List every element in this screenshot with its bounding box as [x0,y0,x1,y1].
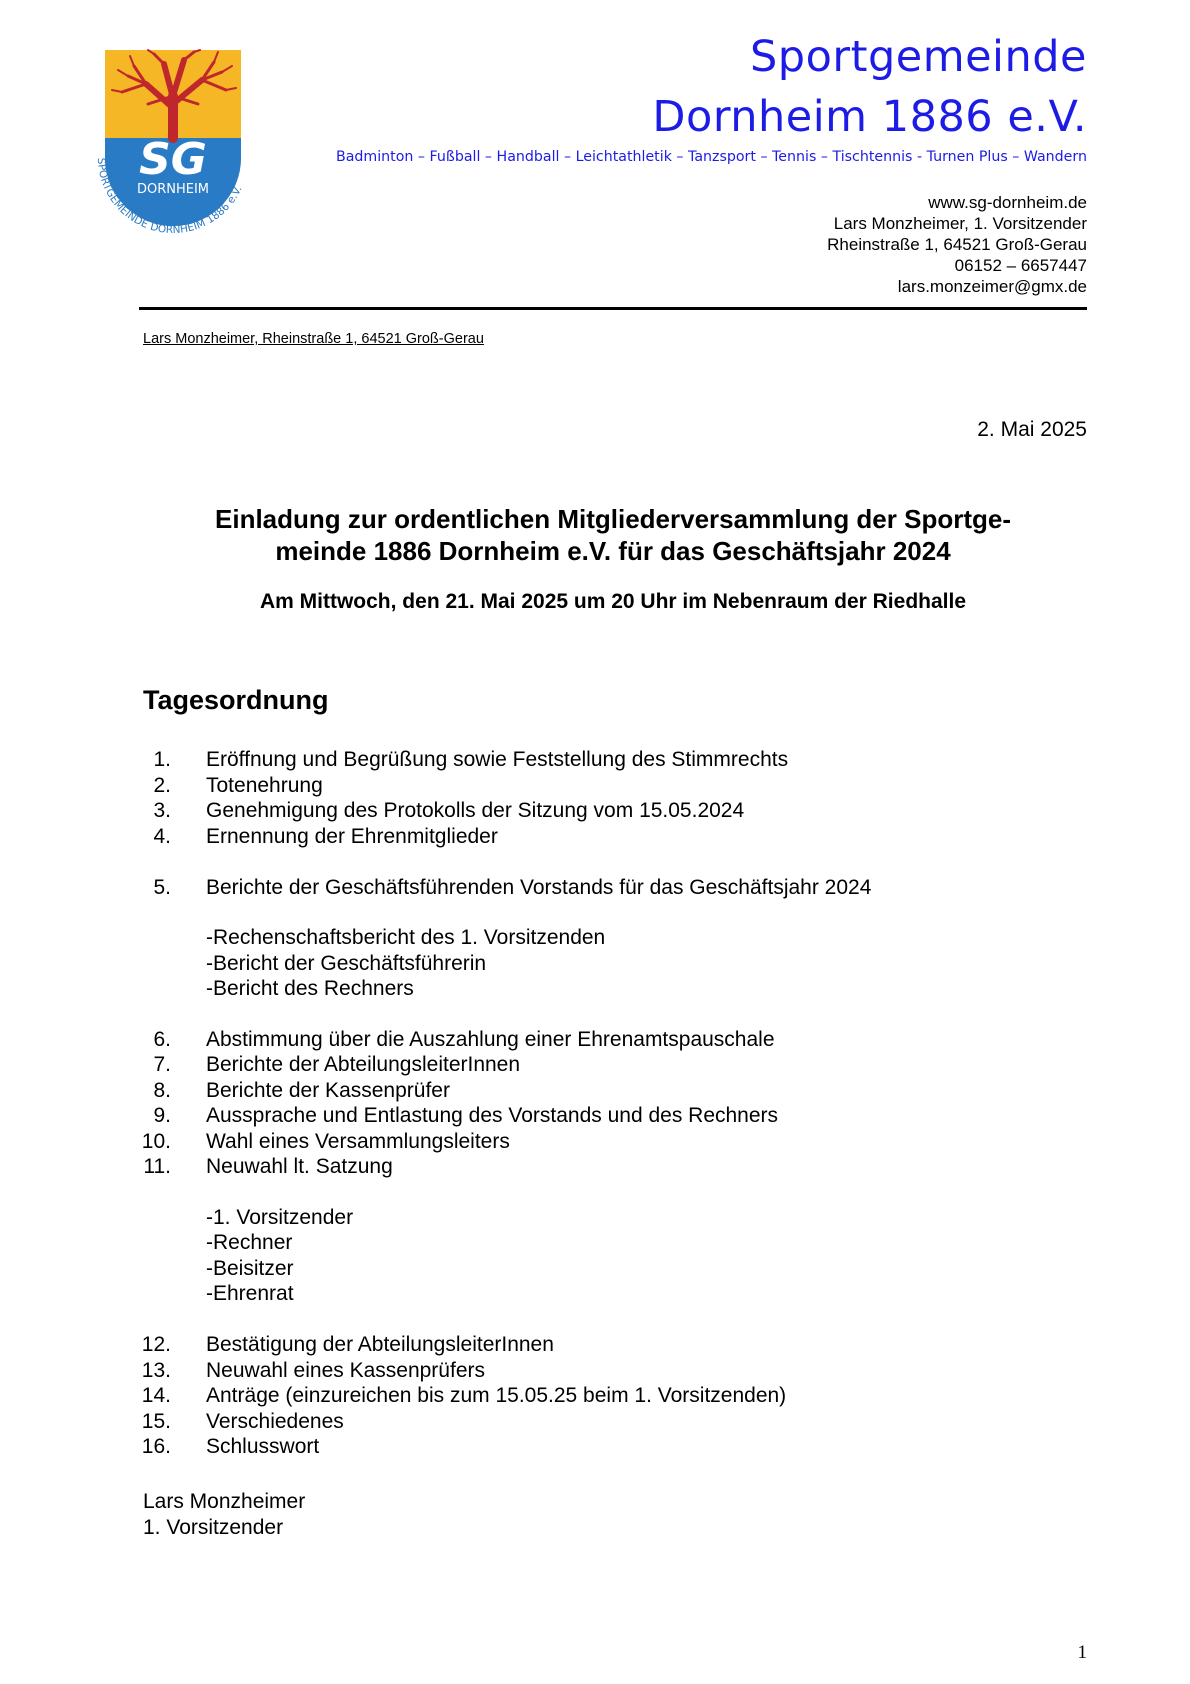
agenda-subitem-text: -Beisitzer [206,1257,294,1280]
agenda-item-number: 4. [153,825,171,848]
signoff-name: Lars Monzheimer [143,1490,306,1513]
agenda-heading: Tagesordnung [143,685,329,715]
agenda-subitem-text: -Rechenschaftsbericht des 1. Vorsitzenden [206,926,606,949]
agenda-item-text: Berichte der Kassenprüfer [206,1079,450,1102]
logo-abbreviation: SG [139,134,207,185]
agenda-item-text: Eröffnung und Begrüßung sowie Feststellung des Stimmrechts [206,748,789,771]
agenda-subitem-text: -Rechner [206,1231,293,1254]
agenda-item-text: Berichte der Geschäftsführenden Vorstands für das Geschäftsjahr 2024 [206,876,872,899]
org-name-line1: Sportgemeinde [750,32,1087,82]
contact-email[interactable]: lars.monzeimer@gmx.de [897,277,1087,296]
logo-ring-text: SPORTGEMEINDE DORNHEIM 1886 e.V. [94,157,245,237]
contact-address: Rheinstraße 1, 64521 Groß-Gerau [827,235,1087,254]
agenda-item-number: 10. [141,1130,171,1153]
agenda-subitem-text: -Ehrenrat [206,1282,294,1305]
sports-list: Badminton – Fußball – Handball – Leichtathletik – Tanzsport – Tennis – Tischtennis - Turnen Plus – Wandern [335,149,1087,165]
agenda-item-number: 1. [153,748,171,771]
agenda-item-number: 12. [141,1333,171,1356]
agenda-item-text: Berichte der AbteilungsleiterInnen [206,1053,521,1076]
header-divider [139,307,1087,310]
signoff-role: 1. Vorsitzender [143,1516,284,1539]
contact-website[interactable]: www.sg-dornheim.de [928,193,1087,212]
agenda-subitem-text: -Bericht der Geschäftsführerin [206,952,487,975]
agenda-item-text: Bestätigung der AbteilungsleiterInnen [206,1333,554,1356]
document-title-line1: Einladung zur ordentlichen Mitgliederversammlung der Sportge- [215,504,1011,534]
org-name-line2: Dornheim 1886 e.V. [652,92,1087,142]
letter-date: 2. Mai 2025 [977,418,1087,441]
agenda-item-text: Neuwahl eines Kassenprüfers [206,1359,485,1382]
agenda-item-text: Ernennung der Ehrenmitglieder [206,825,498,848]
agenda-item-number: 9. [153,1104,171,1127]
agenda-item-text: Aussprache und Entlastung des Vorstands und des Rechners [206,1104,779,1127]
agenda-item-number: 7. [153,1053,171,1076]
agenda-item-number: 5. [153,876,171,899]
document-title-line2: meinde 1886 Dornheim e.V. für das Geschäftsjahr 2024 [275,536,951,566]
contact-phone: 06152 – 6657447 [954,256,1087,275]
contact-name-role: Lars Monzheimer, 1. Vorsitzender [833,214,1087,233]
club-logo [84,46,262,246]
agenda-item-number: 3. [153,799,171,822]
agenda-item-text: Neuwahl lt. Satzung [206,1155,393,1178]
agenda-item-number: 15. [141,1410,171,1433]
agenda-item-text: Wahl eines Versammlungsleiters [206,1130,510,1153]
page-number: 1 [1077,1642,1087,1663]
agenda-item-number: 11. [143,1155,171,1178]
sender-address-line: Lars Monzheimer, Rheinstraße 1, 64521 Groß-Gerau [143,331,484,347]
agenda-item-text: Verschiedenes [206,1410,344,1433]
logo-place: DORNHEIM [136,182,210,197]
agenda-item-text: Anträge (einzureichen bis zum 15.05.25 beim 1. Vorsitzenden) [206,1384,787,1407]
agenda-item-text: Abstimmung über die Auszahlung einer Ehrenamtspauschale [206,1028,775,1051]
agenda-item-text: Genehmigung des Protokolls der Sitzung vom 15.05.2024 [206,799,745,822]
agenda-item-number: 6. [153,1028,171,1051]
agenda-item-number: 8. [153,1079,171,1102]
agenda-item-number: 16. [141,1435,171,1458]
agenda-item-number: 14. [141,1384,171,1407]
agenda-item-number: 13. [141,1359,171,1382]
agenda-item-text: Schlusswort [206,1435,320,1458]
agenda-item-text: Totenehrung [206,774,323,797]
agenda-subitem-text: -1. Vorsitzender [206,1206,354,1229]
meeting-details: Am Mittwoch, den 21. Mai 2025 um 20 Uhr im Nebenraum der Riedhalle [259,590,967,613]
agenda-item-number: 2. [153,774,171,797]
agenda-subitem-text: -Bericht des Rechners [206,977,414,1000]
